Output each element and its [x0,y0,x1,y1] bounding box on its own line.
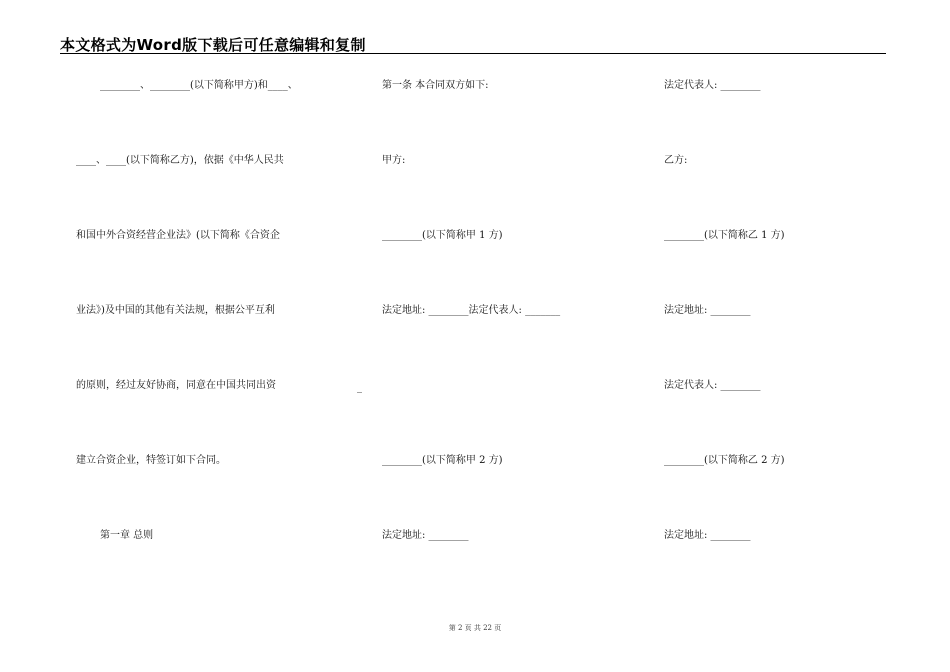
left-line-3: 和国中外合资经营企业法》(以下简称《合资企 [76,230,280,241]
left-line-5: 的原则，经过友好协商，同意在中国共同出资 [76,380,276,391]
right-line-6: ________(以下简称乙 2 方) [664,455,785,466]
middle-line-2: 甲方: [382,155,406,166]
right-line-7: 法定地址: ________ [664,530,751,541]
left-line-4: 业法》)及中国的其他有关法规，根据公平互利 [76,305,275,316]
right-line-3: ________(以下简称乙 1 方) [664,230,785,241]
right-line-5: 法定代表人: ________ [664,380,761,391]
middle-line-1: 第一条 本合同双方如下: [382,80,489,91]
middle-line-6: ________(以下简称甲 2 方) [382,455,503,466]
left-line-2: ____、____(以下简称乙方)，依据《中华人民共 [76,155,284,166]
page-number-footer: 第 2 页 共 22 页 [448,624,502,632]
right-line-2: 乙方: [664,155,688,166]
chapter-heading: 第一章 总则 [100,530,154,541]
header-divider [60,53,886,54]
left-line-6: 建立合资企业，特签订如下合同。 [76,455,226,466]
middle-line-7: 法定地址: ________ [382,530,469,541]
document-header-title: 本文格式为Word版下载后可任意编辑和复制 [60,36,366,54]
left-line-1: ________、________(以下简称甲方)和____、 [100,80,298,91]
right-line-4: 法定地址: ________ [664,305,751,316]
middle-line-3: ________(以下简称甲 1 方) [382,230,503,241]
right-line-1: 法定代表人: ________ [664,80,761,91]
stray-underscore: _ [357,382,362,393]
middle-line-4: 法定地址: ________法定代表人: _______ [382,305,561,316]
